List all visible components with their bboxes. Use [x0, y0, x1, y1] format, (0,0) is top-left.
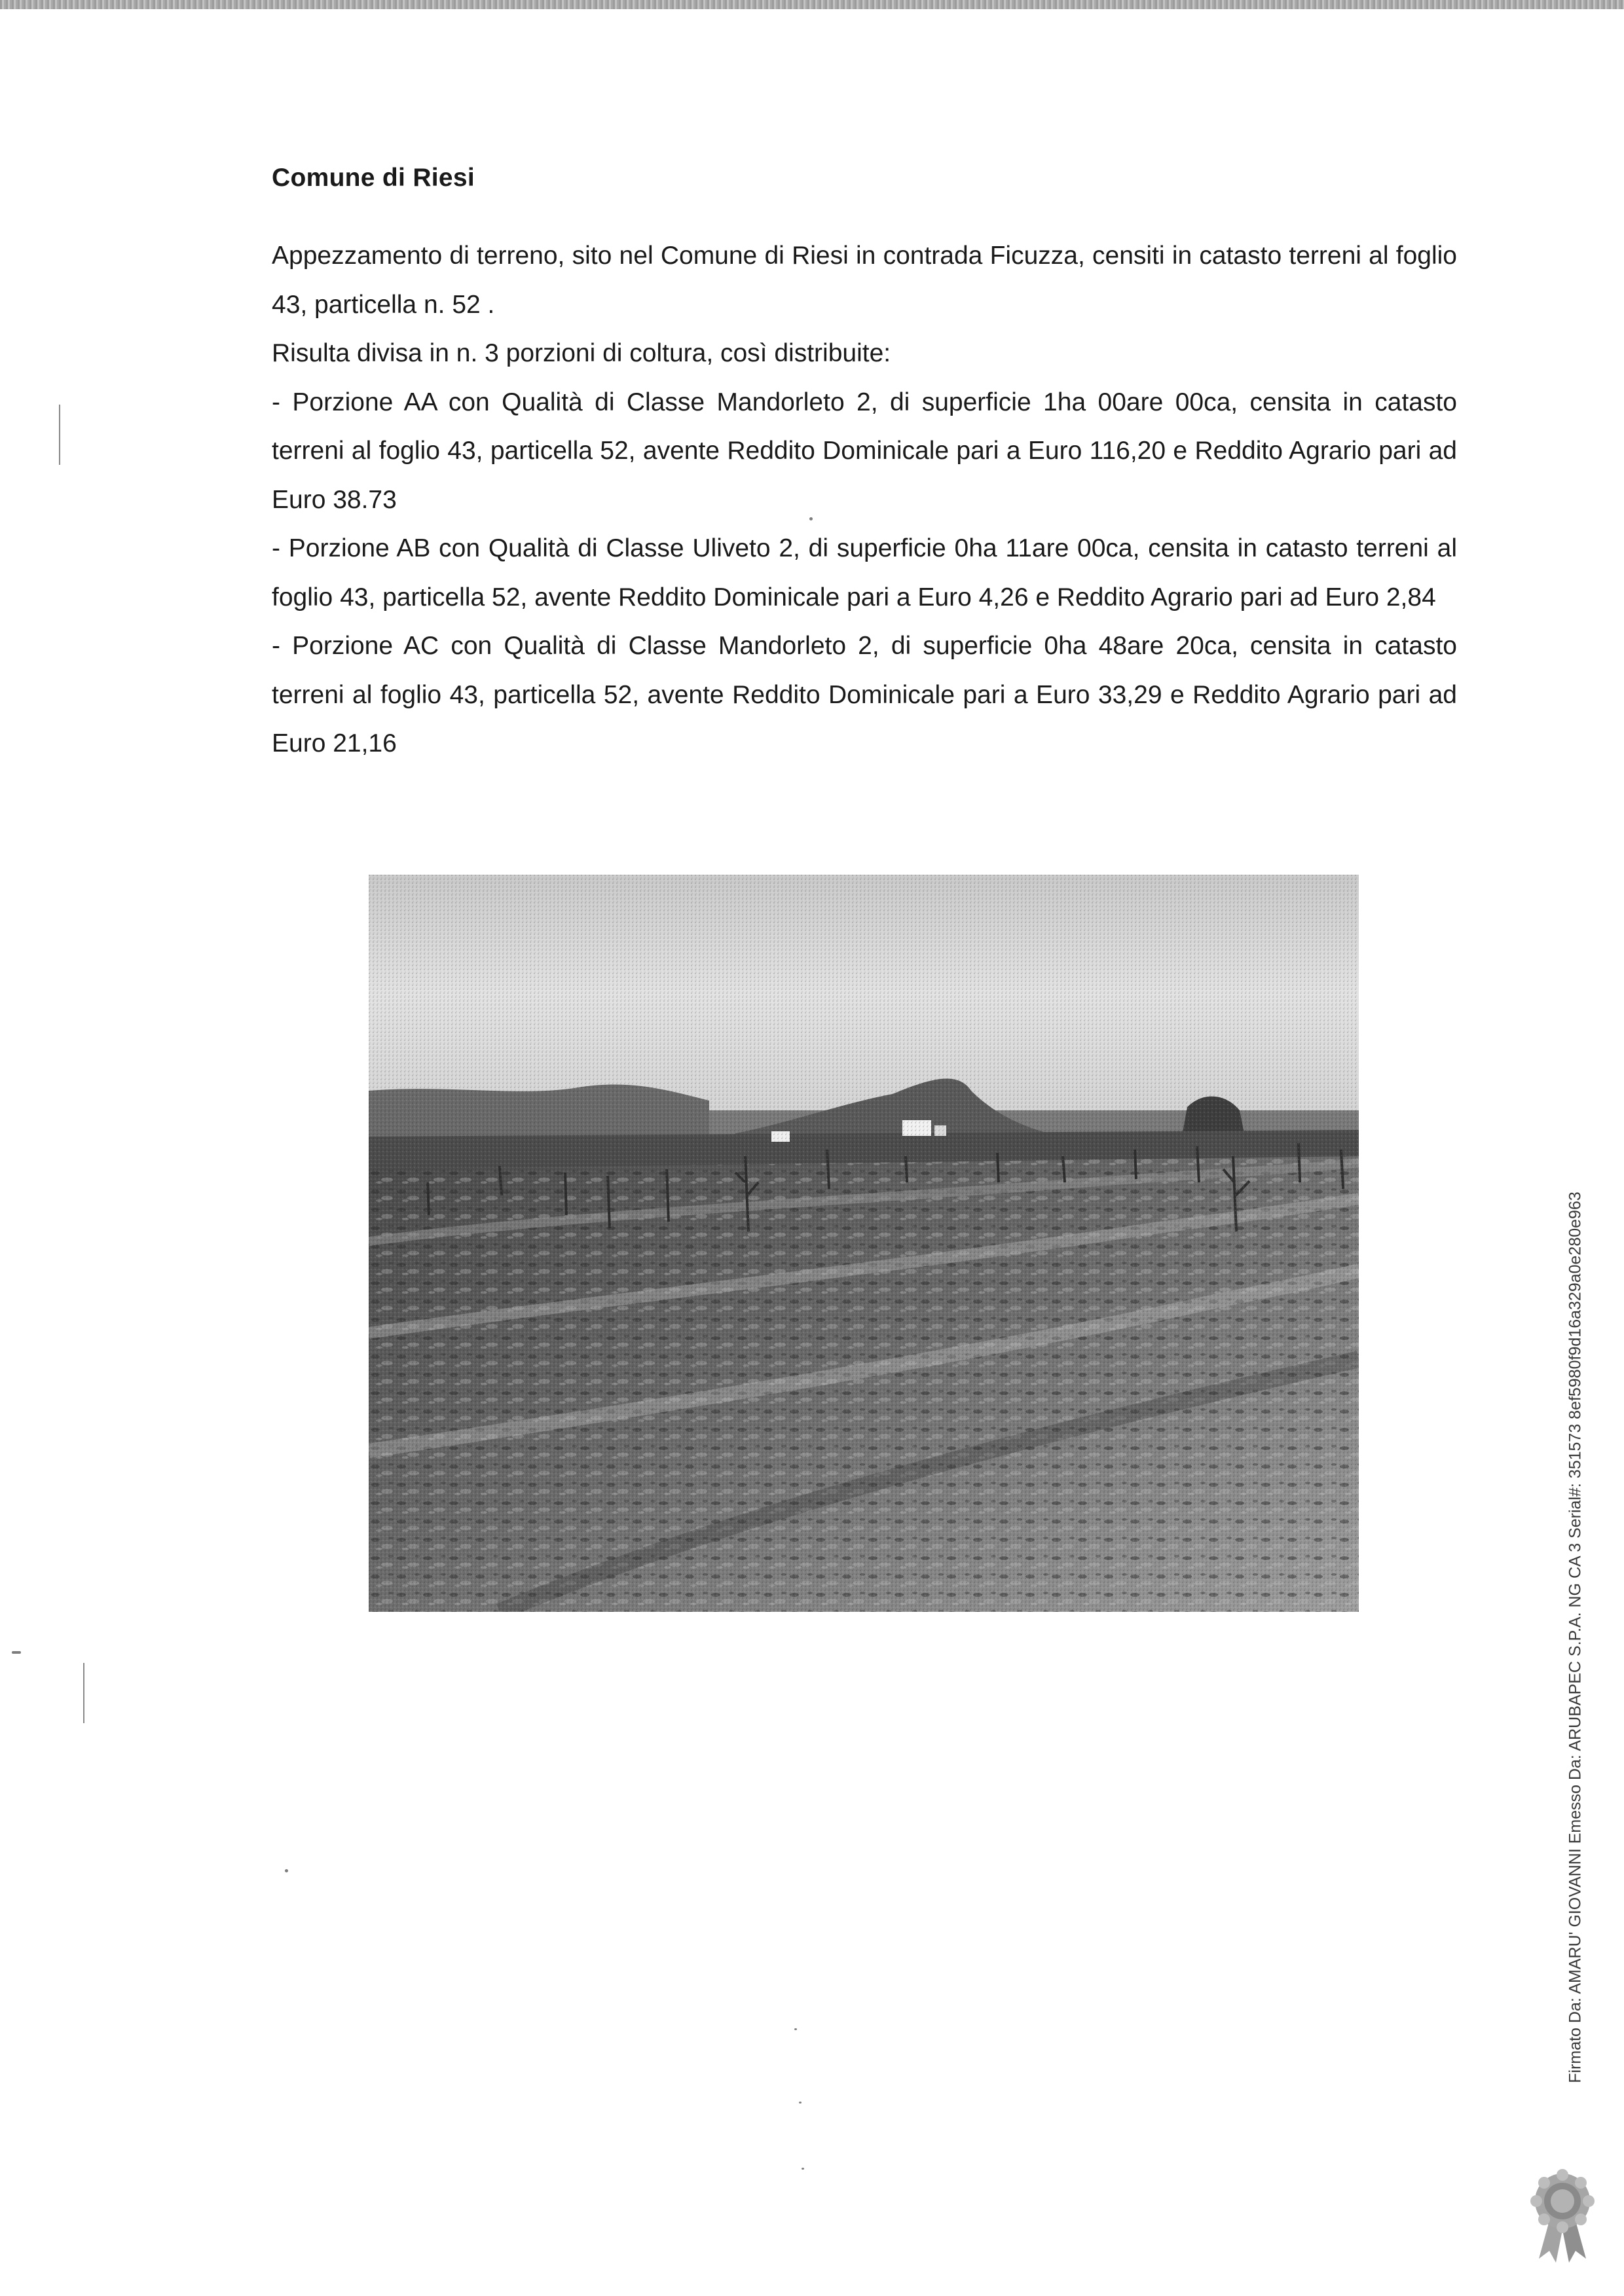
scan-speck [799, 2102, 802, 2104]
page-title: Comune di Riesi [272, 164, 475, 192]
scan-speck [12, 1651, 21, 1654]
scan-speck [809, 517, 813, 520]
scan-speck [285, 1869, 288, 1872]
document-body [272, 164, 1457, 769]
rosette-seal-icon [1526, 2167, 1599, 2265]
scan-speck [794, 2028, 797, 2030]
paragraph-portion-ab: - Porzione AB con Qualità di Classe Uliveto 2, di superficie 0ha 11are 00ca, censita in catasto terreni al foglio 43, particella 52, avente Reddito Dominicale pari a Euro 4,26 e Reddito Agrario pari ad Euro 2,84 [272, 534, 1457, 611]
field-photo-drawing [369, 875, 1359, 1612]
paragraph-division: Risulta divisa in n. 3 porzioni di coltura, così distribuite: [272, 339, 891, 367]
paragraph-intro: Appezzamento di terreno, sito nel Comune di Riesi in contrada Ficuzza, censiti in catasto terreni al foglio 43, particella n. 52 . [272, 242, 1457, 319]
photo-grain [369, 875, 1359, 1612]
digital-signature-strip [1556, 1156, 1595, 2119]
paragraph-portion-aa: - Porzione AA con Qualità di Classe Mandorleto 2, di superficie 1ha 00are 00ca, censita in catasto terreni al foglio 43, particella 52, avente Reddito Dominicale pari a Euro 116,20 e Reddito Agrario pari ad Euro 38.73 [272, 388, 1457, 514]
binding-mark-top [59, 405, 60, 465]
scan-edge [0, 0, 1624, 9]
digital-signature-text: Firmato Da: AMARU' GIOVANNI Emesso Da: ARUBAPEC S.P.A. NG CA 3 Serial#: 351573 8ef5980f9d16a329a0e280e963 [1566, 1192, 1585, 2083]
field-photo [369, 875, 1359, 1612]
scan-speck [802, 2168, 804, 2170]
binding-mark-bottom [83, 1663, 84, 1723]
paragraph-portion-ac: - Porzione AC con Qualità di Classe Mandorleto 2, di superficie 0ha 48are 20ca, censita in catasto terreni al foglio 43, particella 52, avente Reddito Dominicale pari a Euro 33,29 e Reddito Agrario pari ad Euro 21,16 [272, 632, 1457, 757]
